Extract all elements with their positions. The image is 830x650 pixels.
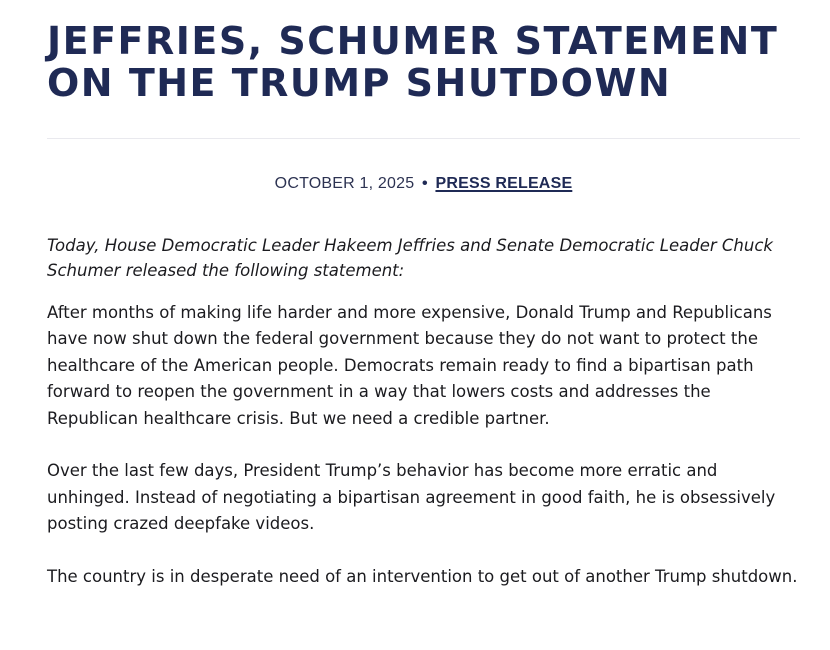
- statement-paragraph-2: Over the last few days, President Trump’s behavior has become more erratic and unhinged. Instead of negotiating a bipartisan agreement in good faith, he is obsessively posting crazed deepfake videos.: [47, 461, 776, 533]
- intro-text: Today, House Democratic Leader Hakeem Jeffries and Senate Democratic Leader Chuck Schumer released the following statement:: [47, 236, 773, 280]
- page-title: [47, 20, 800, 104]
- publish-date: OCTOBER 1, 2025: [274, 175, 415, 192]
- meta-separator: •: [421, 175, 428, 192]
- press-release-link[interactable]: PRESS RELEASE: [435, 175, 573, 192]
- article-container: [47, 0, 800, 590]
- divider: [47, 138, 800, 139]
- statement-paragraph-1: After months of making life harder and more expensive, Donald Trump and Republicans have now shut down the federal government because they do not want to protect the healthcare of the American people. Democrats remain ready to find a bipartisan path forward to reopen the government in a way that lowers costs and addresses the Republican healthcare crisis. But we need a credible partner.: [47, 302, 772, 428]
- title-line-2: ON THE TRUMP SHUTDOWN: [47, 61, 672, 105]
- statement-paragraph-3: The country is in desperate need of an intervention to get out of another Trump shutdown.: [47, 566, 798, 586]
- title-line-1: JEFFRIES, SCHUMER STATEMENT: [47, 19, 779, 63]
- article-meta: [47, 175, 800, 193]
